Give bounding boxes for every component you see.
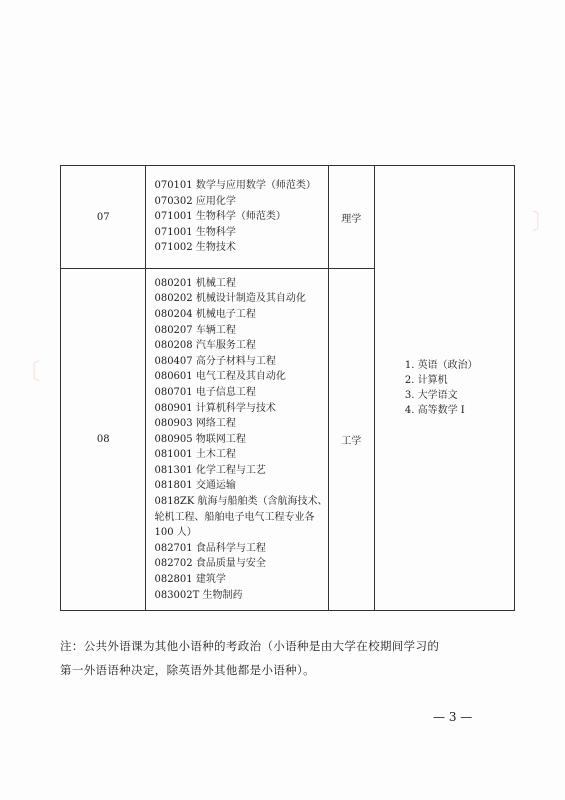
major-item: 080601 电气工程及其自动化 (154, 371, 286, 383)
major-item: 080407 高分子材料与工程 (154, 355, 276, 367)
major-item: 070302 应用化学 (154, 195, 236, 207)
exam-subject-item: 3. 大学语文 (404, 390, 458, 401)
major-item-continued: 轮机工程、船舶电子电气工程专业各 (154, 511, 315, 523)
major-item: 082801 建筑学 (154, 574, 226, 586)
major-item: 081001 土木工程 (154, 449, 236, 461)
major-item: 082701 食品科学与工程 (154, 542, 266, 554)
major-item: 081301 化学工程与工艺 (154, 464, 266, 476)
majors-table (60, 165, 515, 611)
major-item: 071002 生物技术 (154, 242, 236, 254)
major-item: 080905 物联网工程 (154, 433, 246, 445)
major-item: 081801 交通运输 (154, 480, 236, 492)
major-item-continued: 100 人） (154, 527, 197, 539)
major-item: 0818ZK 航海与船舶类（含航海技术、 (154, 496, 328, 508)
discipline-code-cell: 08 (61, 269, 146, 611)
major-list-cell (146, 166, 328, 269)
major-item: 080701 电子信息工程 (154, 386, 256, 398)
discipline-code-cell: 07 (61, 166, 146, 269)
stamp-mark-right: 〕 (532, 210, 555, 235)
footnote (60, 634, 510, 682)
exam-subject-item: 1. 英语（政治） (404, 360, 478, 371)
footnote-line: 注：公共外语课为其他小语种的考政治（小语种是由大学在校期间学习的 (60, 639, 440, 653)
discipline-category-cell: 工学 (328, 269, 374, 611)
page-number: — 3 — (433, 710, 473, 724)
exam-subject-item: 4. 高等数学 Ⅰ (404, 405, 465, 416)
table-row-07 (61, 166, 515, 269)
major-item: 083002T 生物制药 (154, 589, 243, 601)
major-item: 080204 机械电子工程 (154, 308, 256, 320)
discipline-category-cell: 理学 (328, 166, 374, 269)
major-item: 080207 车辆工程 (154, 324, 236, 336)
major-item: 080208 汽车服务工程 (154, 340, 256, 352)
exam-subject-item: 2. 计算机 (404, 375, 448, 386)
major-item: 080901 计算机科学与技术 (154, 402, 276, 414)
major-item: 080201 机械工程 (154, 277, 236, 289)
major-item: 071001 生物科学 (154, 226, 236, 238)
major-item: 070101 数学与应用数学（师范类） (154, 180, 316, 192)
exam-subjects-cell (374, 166, 514, 611)
major-item: 082702 食品质量与安全 (154, 558, 266, 570)
major-item: 080202 机械设计制造及其自动化 (154, 293, 306, 305)
major-item: 071001 生物科学（师范类） (154, 211, 286, 223)
major-item: 080903 网络工程 (154, 418, 236, 430)
major-list-cell (146, 269, 328, 611)
footnote-line: 第一外语语种决定，除英语外其他都是小语种）。 (60, 663, 315, 677)
stamp-mark-left: 〔 (18, 360, 41, 385)
